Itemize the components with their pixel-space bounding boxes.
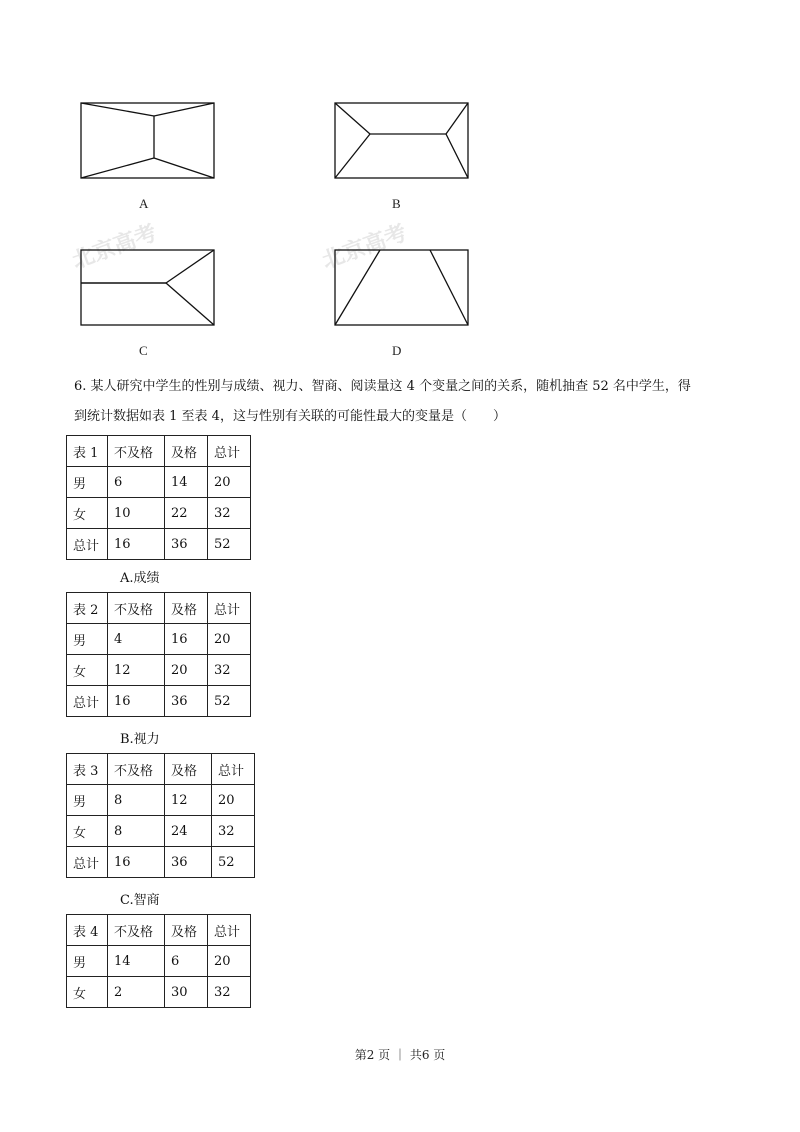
table-cell: 女 [67,655,108,686]
table-row [67,624,251,655]
table-cell: 女 [67,816,108,847]
table-cell: 24 [165,816,212,847]
table-cell: 12 [165,785,212,816]
table-cell: 8 [108,816,165,847]
option-c: C.智商 [120,893,160,908]
table-cell: 36 [165,847,212,878]
figure-b-drawing [334,102,470,180]
table-cell: 16 [108,686,165,717]
table-cell: 表 4 [67,915,108,946]
table-row [67,847,255,878]
table-cell: 总计 [208,593,251,624]
table-cell: 30 [165,977,208,1008]
table-cell: 6 [108,467,165,498]
table-cell: 总计 [212,754,255,785]
figure-c [80,249,216,327]
table-cell: 14 [165,467,208,498]
table-cell: 14 [108,946,165,977]
table-cell: 20 [212,785,255,816]
table-cell: 20 [208,467,251,498]
table-row [67,655,251,686]
table-4 [66,914,251,1008]
table-cell: 及格 [165,436,208,467]
table-cell: 表 3 [67,754,108,785]
figure-b-label: B [392,196,401,211]
watermark: 北京高考 [319,220,411,275]
table-row [67,498,251,529]
table-cell: 10 [108,498,165,529]
table-3 [66,753,255,878]
table-cell: 32 [212,816,255,847]
figure-a [80,102,216,180]
table-cell: 2 [108,977,165,1008]
table-cell: 男 [67,785,108,816]
question-6 [62,372,762,432]
question-line-2: 到统计数据如表 1 至表 4，这与性别有关联的可能性最大的变量是（ ） [74,409,506,424]
figure-b [334,102,470,180]
table-cell: 36 [165,686,208,717]
figure-a-label: A [139,196,149,211]
table-cell: 总计 [208,436,251,467]
table-cell: 4 [108,624,165,655]
figure-a-drawing [80,102,216,180]
table-cell: 20 [208,946,251,977]
table-row [67,915,251,946]
table-cell: 表 1 [67,436,108,467]
table-cell: 52 [212,847,255,878]
table-cell: 不及格 [108,915,165,946]
table-cell: 女 [67,977,108,1008]
question-line-1: 6. 某人研究中学生的性别与成绩、视力、智商、阅读量这 4 个变量之间的关系，随机抽查 52 名中学生，得 [74,379,691,394]
option-a: A.成绩 [120,571,160,586]
table-cell: 36 [165,529,208,560]
table-row [67,686,251,717]
table-cell: 不及格 [108,436,165,467]
table-cell: 22 [165,498,208,529]
table-cell: 52 [208,686,251,717]
figure-c-label: C [139,343,148,358]
table-row [67,436,251,467]
figure-d-label: D [392,343,402,358]
table-cell: 20 [165,655,208,686]
table-cell: 52 [208,529,251,560]
table-cell: 20 [208,624,251,655]
table-1 [66,435,251,560]
table-cell: 总计 [67,529,108,560]
table-cell: 及格 [165,593,208,624]
figure-c-drawing [80,249,216,327]
table-cell: 8 [108,785,165,816]
table-cell: 及格 [165,754,212,785]
table-cell: 不及格 [108,754,165,785]
figure-d-drawing [334,249,470,327]
table-cell: 总计 [208,915,251,946]
table-cell: 32 [208,977,251,1008]
table-cell: 32 [208,498,251,529]
table-row [67,754,255,785]
watermark: 北京高考 [69,220,161,275]
figure-d [334,249,470,327]
table-cell: 表 2 [67,593,108,624]
table-cell: 6 [165,946,208,977]
table-cell: 16 [165,624,208,655]
table-row [67,946,251,977]
option-b: B.视力 [120,732,160,747]
table-cell: 不及格 [108,593,165,624]
table-cell: 男 [67,467,108,498]
table-cell: 男 [67,946,108,977]
table-row [67,977,251,1008]
page-footer: 第2 页 ｜ 共6 页 [354,1048,446,1062]
table-row [67,593,251,624]
table-cell: 总计 [67,686,108,717]
table-cell: 32 [208,655,251,686]
table-cell: 总计 [67,847,108,878]
table-cell: 女 [67,498,108,529]
table-row [67,816,255,847]
table-row [67,785,255,816]
table-row [67,529,251,560]
table-cell: 16 [108,529,165,560]
table-cell: 男 [67,624,108,655]
table-cell: 及格 [165,915,208,946]
table-cell: 16 [108,847,165,878]
table-2 [66,592,251,717]
table-cell: 12 [108,655,165,686]
table-row [67,467,251,498]
